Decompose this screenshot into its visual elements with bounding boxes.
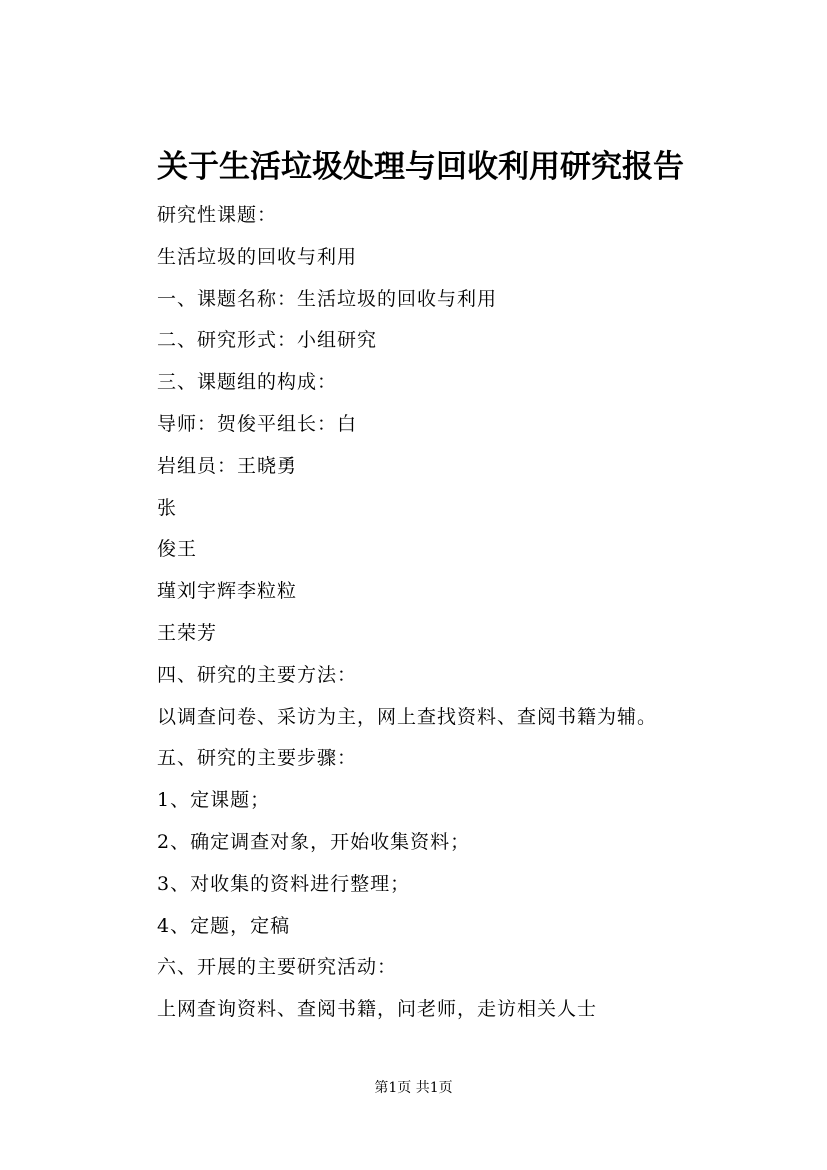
body-line: 3、对收集的资料进行整理； (157, 872, 411, 895)
body-line: 1、定课题； (157, 789, 271, 812)
body-line: 导师：贺俊平组长：白 (157, 412, 358, 435)
body-line: 三、课题组的构成： (157, 371, 338, 394)
body-line: 俊王 (157, 538, 198, 561)
body-line: 张 (157, 496, 178, 519)
document-body (157, 196, 797, 1032)
body-line: 瑾刘宇辉李粒粒 (157, 580, 298, 603)
body-line: 以调查问卷、采访为主，网上查找资料、查阅书籍为辅。 (157, 705, 658, 728)
body-line: 六、开展的主要研究活动： (157, 956, 398, 979)
page-footer: 第1页 共1页 (374, 1080, 453, 1096)
body-line: 上网查询资料、查阅书籍，问老师，走访相关人士 (157, 998, 598, 1021)
body-line: 岩组员：王晓勇 (157, 454, 298, 477)
body-line: 生活垃圾的回收与利用 (157, 245, 358, 268)
body-line: 四、研究的主要方法： (157, 663, 358, 686)
body-line: 二、研究形式：小组研究 (157, 329, 378, 352)
body-line: 王荣芳 (157, 621, 218, 644)
body-line: 五、研究的主要步骤： (157, 747, 358, 770)
document-title: 关于生活垃圾处理与回收利用研究报告 (157, 149, 684, 185)
body-line: 4、定题，定稿 (157, 914, 291, 937)
body-line: 一、课题名称：生活垃圾的回收与利用 (157, 287, 498, 310)
body-line: 2、确定调查对象，开始收集资料； (157, 830, 471, 853)
body-line: 研究性课题： (157, 204, 278, 226)
